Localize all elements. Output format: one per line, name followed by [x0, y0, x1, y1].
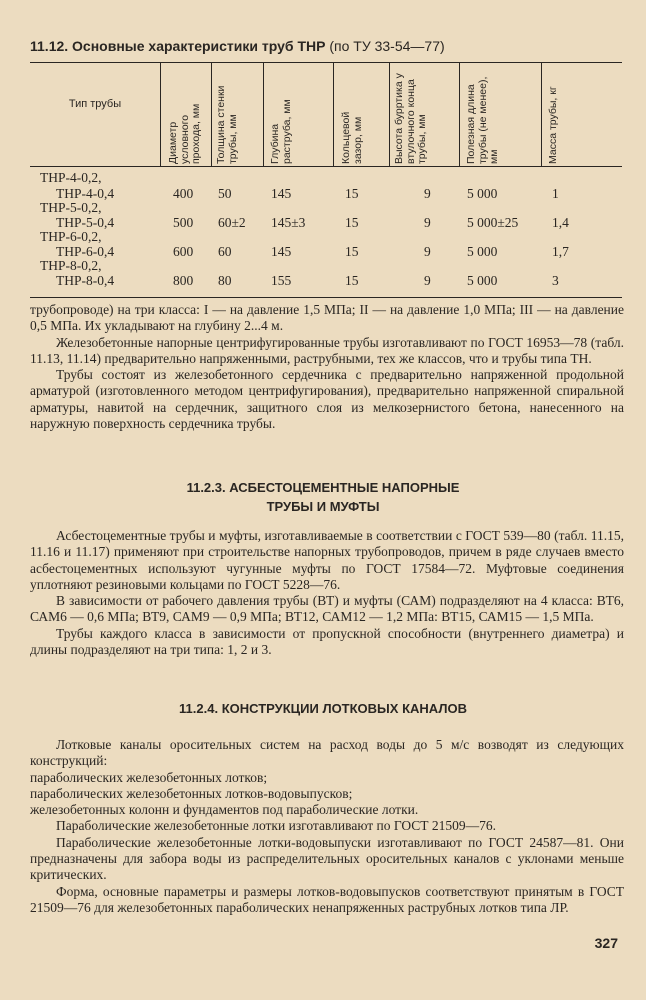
gap-cell: 15	[345, 215, 359, 230]
diameter-cell: 600	[173, 244, 194, 259]
header-pipe-type: Тип трубы	[68, 98, 122, 110]
table-col-divider	[160, 62, 161, 166]
length-cell: 5 000	[467, 244, 498, 259]
pipe-type: ТНР-6-0,2,	[40, 229, 102, 244]
table-col-divider	[459, 62, 460, 166]
diameter-cell: 400	[173, 186, 194, 201]
paragraph: Форма, основные параметры и размеры лотков-водовыпусков соответствуют принятым в ГОСТ 21509—76 для железобетонных параболических ненапряженных раструбных лотков типа ЛР.	[30, 883, 624, 915]
thickness-cell: 60	[218, 244, 232, 259]
table-caption	[30, 38, 620, 54]
pipe-type: ТНР-5-0,2,	[40, 200, 102, 215]
paragraph: трубопроводе) на три класса: I — на давление 1,5 МПа; II — на давление 1,0 МПа; III — на давление 0,5 МПа. Их укладывают на глубину 2...4 м.	[30, 302, 624, 334]
header-thickness: Толщина стенки трубы, мм	[215, 85, 239, 164]
body-text	[30, 302, 624, 432]
paragraph: В зависимости от рабочего давления трубы (ВТ) и муфты (САМ) подразделяют на 4 класса: ВТ6, САМ6 — 0,6 МПа; ВТ9, САМ9 — 0,9 МПа; ВТ12, САМ12 — 1,2 МПа: ВТ15, САМ15 — 1,5 МПа.	[30, 593, 624, 625]
height-cell: 9	[424, 186, 431, 201]
height-cell: 9	[424, 244, 431, 259]
mass-cell: 1	[552, 186, 559, 201]
table-header-rule	[30, 166, 622, 167]
header-depth: Глубина раструба, мм	[269, 99, 293, 164]
list-item: параболических железобетонных лотков;	[30, 769, 268, 785]
header-gap: Кольцевой зазор, мм	[340, 111, 364, 164]
height-cell: 9	[424, 273, 431, 288]
paragraph: Лотковые каналы оросительных систем на расход воды до 5 м/с возводят из следующих конструкций:	[30, 737, 624, 769]
section-heading-line: 11.2.4. КОНСТРУКЦИИ ЛОТКОВЫХ КАНАЛОВ	[179, 701, 467, 716]
thickness-cell: 50	[218, 186, 232, 201]
depth-cell: 145±3	[271, 215, 306, 230]
gap-cell: 15	[345, 273, 359, 288]
table-bottom-rule	[30, 297, 622, 298]
thickness-cell: 80	[218, 273, 232, 288]
paragraph: Параболические железобетонные лотки-водовыпуски изготавливают по ГОСТ 24587—81. Они предназначены для забора воды из распределительных оросительных каналов с уклонами меньше критических.	[30, 834, 624, 883]
table-standard: (по ТУ 33-54—77)	[329, 38, 445, 54]
height-cell: 9	[424, 215, 431, 230]
depth-cell: 145	[271, 244, 292, 259]
section-text	[30, 528, 624, 658]
table-row	[0, 229, 646, 245]
table-row	[0, 200, 646, 216]
paragraph: Трубы состоят из железобетонного сердечника с предварительно напряженной продольной арматурой (изготовленного методом центрифугирования), предварительно напряженной спиральной арматуры, навитой на сердечник, защитного слоя из мелкозернистого бетона, нанесенного на наружную поверхность сердечника трубы.	[30, 367, 624, 432]
section-heading	[0, 478, 646, 516]
paragraph: Железобетонные напорные центрифугированные трубы изготавливают по ГОСТ 16953—78 (табл. 11.13, 11.14) предварительно напряженными, раструбными, тех же классов, что и трубы типа ТН.	[30, 334, 624, 366]
header-length: Полезная длина трубы (не менее), мм	[465, 76, 500, 164]
header-height: Высота бурртика у втулочного конца трубы, мм	[393, 73, 428, 164]
depth-cell: 145	[271, 186, 292, 201]
table-row	[0, 258, 646, 274]
list-item: железобетонных колонн и фундаментов под параболические лотки.	[30, 802, 419, 818]
gap-cell: 15	[345, 244, 359, 259]
gap-cell: 15	[345, 186, 359, 201]
pipe-type: ТНР-8-0,2,	[40, 258, 102, 273]
table-title: Основные характеристики труб ТНР	[72, 38, 326, 54]
pipe-type: ТНР-4-0,2,	[40, 170, 102, 185]
diameter-cell: 500	[173, 215, 194, 230]
length-cell: 5 000±25	[467, 215, 519, 230]
page-number: 327	[594, 935, 618, 951]
table-col-divider	[333, 62, 334, 166]
mass-cell: 3	[552, 273, 559, 288]
thickness-cell: 60±2	[218, 215, 246, 230]
section-text	[30, 737, 624, 916]
table-number: 11.12.	[30, 38, 69, 54]
pipe-type: ТНР-8-0,4	[56, 273, 115, 288]
list-item: параболических железобетонных лотков-водовыпусков;	[30, 785, 353, 801]
diameter-cell: 800	[173, 273, 194, 288]
paragraph: Параболические железобетонные лотки изготавливают по ГОСТ 21509—76.	[56, 818, 496, 834]
table-row	[0, 273, 646, 289]
mass-cell: 1,4	[552, 215, 569, 230]
length-cell: 5 000	[467, 273, 498, 288]
table-col-divider	[211, 62, 212, 166]
table-row	[0, 170, 646, 186]
section-heading-line: ТРУБЫ И МУФТЫ	[266, 499, 380, 514]
section-heading-line: 11.2.3. АСБЕСТОЦЕМЕНТНЫЕ НАПОРНЫЕ	[186, 480, 460, 495]
paragraph: Асбестоцементные трубы и муфты, изготавливаемые в соответствии с ГОСТ 539—80 (табл. 11.15, 11.16 и 11.17) применяют при строительстве напорных трубопроводов, причем в ряде случаев вместо асбестоцементных используют чугунные муфты по ГОСТ 17584—72. Муфтовые соединения уплотняют резиновыми кольцами по ГОСТ 5228—76.	[30, 528, 624, 592]
table-top-rule	[30, 62, 622, 63]
paragraph: Трубы каждого класса в зависимости от пропускной способности (внутреннего диаметра) и длины подразделяют на три типа: 1, 2 и 3.	[30, 625, 624, 658]
table-col-divider	[263, 62, 264, 166]
section-heading	[0, 699, 646, 718]
table-col-divider	[389, 62, 390, 166]
pipe-type: ТНР-5-0,4	[56, 215, 115, 230]
depth-cell: 155	[271, 273, 292, 288]
table-col-divider	[541, 62, 542, 166]
mass-cell: 1,7	[552, 244, 569, 259]
pipe-type: ТНР-6-0,4	[56, 244, 115, 259]
header-diameter: Диаметр условного прохода, мм	[167, 103, 202, 164]
pipe-type: ТНР-4-0,4	[56, 186, 115, 201]
header-mass: Масса трубы, кг	[547, 86, 559, 164]
length-cell: 5 000	[467, 186, 498, 201]
